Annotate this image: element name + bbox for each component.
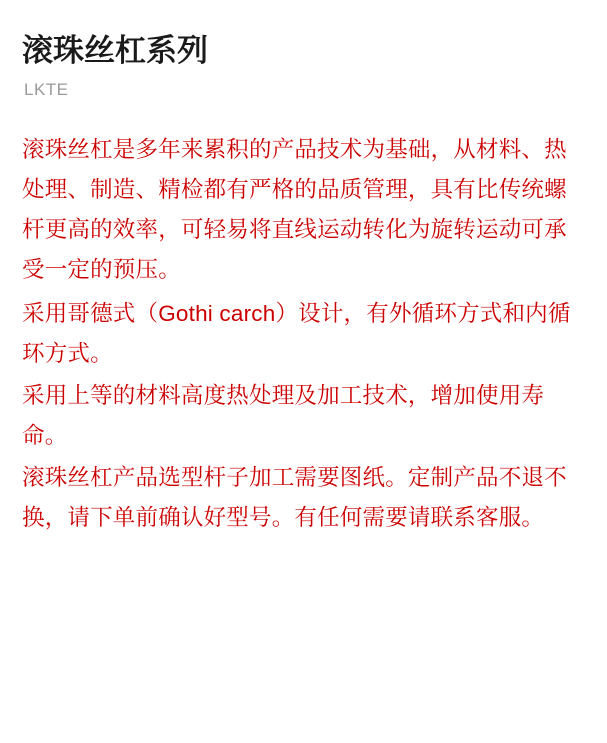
page-subtitle: LKTE bbox=[24, 80, 69, 99]
description-paragraph: 滚珠丝杠产品选型杆子加工需要图纸。定制产品不退不换，请下单前确认好型号。有任何需要请联系客服。 bbox=[22, 465, 567, 530]
description-body bbox=[22, 130, 585, 538]
description-paragraph: 滚珠丝杠是多年来累积的产品技术为基础，从材料、热处理、制造、精检都有严格的品质管理，具有比传统螺杆更高的效率，可轻易将直线运动转化为旋转运动可承受一定的预压。 bbox=[22, 137, 567, 282]
description-paragraph: 采用上等的材料高度热处理及加工技术，增加使用寿命。 bbox=[22, 383, 545, 448]
description-paragraph: 采用哥德式（Gothi carch）设计，有外循环方式和内循环方式。 bbox=[22, 301, 571, 366]
page-title: 滚珠丝杠系列 bbox=[22, 33, 208, 68]
